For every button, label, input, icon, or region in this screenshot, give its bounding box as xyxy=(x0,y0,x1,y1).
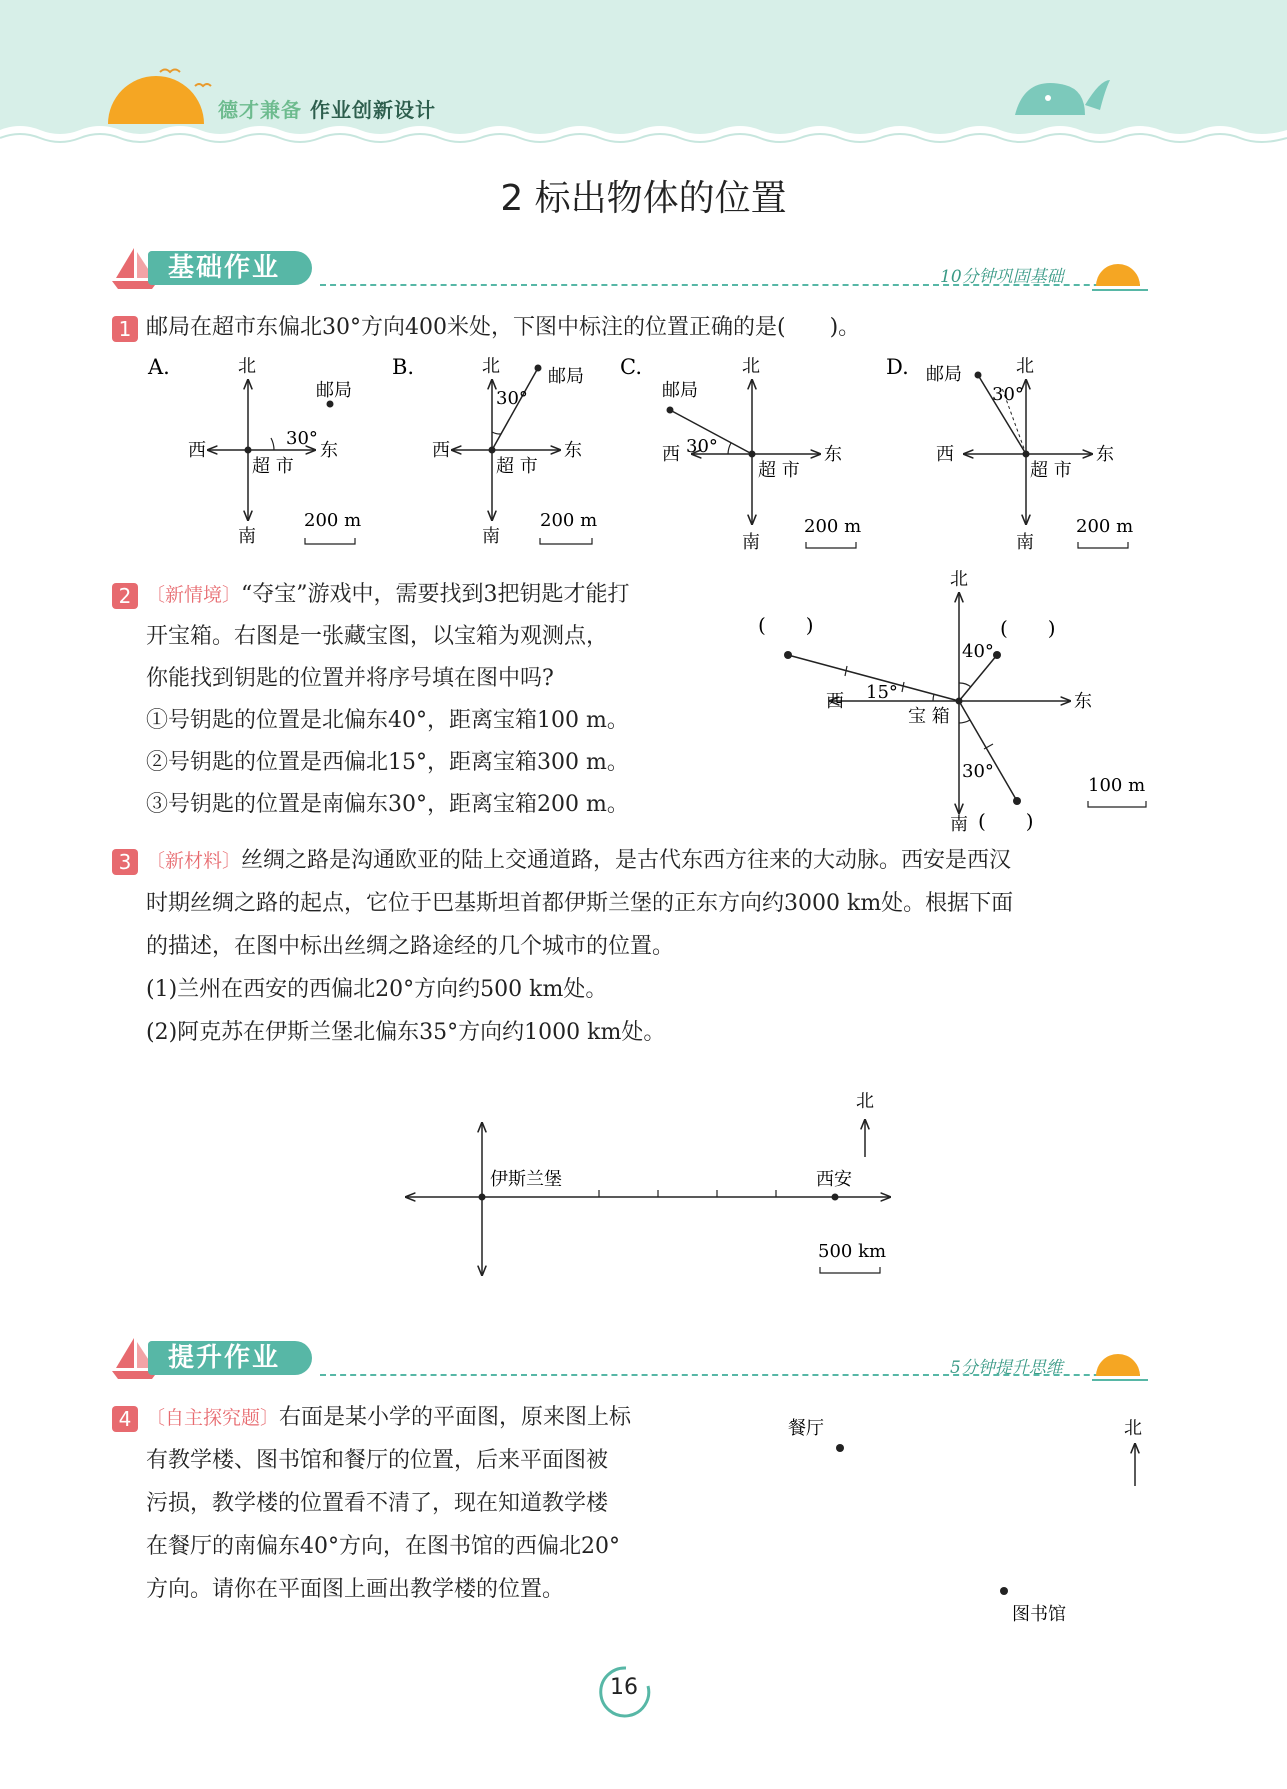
svg-text:C.: C. xyxy=(620,355,642,379)
svg-text:30°: 30° xyxy=(686,436,718,457)
svg-text:图书馆: 图书馆 xyxy=(1012,1604,1066,1625)
svg-text:邮局: 邮局 xyxy=(926,364,962,385)
svg-text:30°: 30° xyxy=(286,428,318,449)
option-a xyxy=(147,355,361,547)
svg-text:东: 东 xyxy=(824,444,842,465)
svg-text:东: 东 xyxy=(320,440,338,461)
section-basic-label: 基础作业 xyxy=(148,251,312,285)
q3-line-2: 时期丝绸之路的起点，它位于巴基斯坦首都伊斯兰堡的正东方向约3000 km处。根据下面 xyxy=(146,891,1014,916)
q3-line-4: (1)兰州在西安的西偏北20°方向约500 km处。 xyxy=(146,977,608,1002)
question-number: 1 xyxy=(112,316,138,342)
svg-text:宝 箱: 宝 箱 xyxy=(908,706,950,727)
brand: 德才兼备 作业创新设计 xyxy=(218,98,436,122)
q3-line-3: 的描述，在图中标出丝绸之路途经的几个城市的位置。 xyxy=(146,934,675,959)
svg-text:30°: 30° xyxy=(496,388,528,409)
svg-text:邮局: 邮局 xyxy=(548,366,584,387)
svg-text:北: 北 xyxy=(856,1091,874,1112)
svg-text:北: 北 xyxy=(238,356,256,377)
svg-text:( ): ( ) xyxy=(978,809,1034,833)
svg-text:南: 南 xyxy=(482,526,500,547)
sun-icon xyxy=(1092,1346,1148,1386)
svg-text:200 m: 200 m xyxy=(804,516,862,537)
q1-options-diagram xyxy=(140,352,1160,552)
svg-text:( ): ( ) xyxy=(758,613,814,637)
whale-icon xyxy=(1015,80,1110,115)
q2-line-3: 你能找到钥匙的位置并将序号填在图中吗? xyxy=(146,666,554,691)
svg-text:南: 南 xyxy=(742,532,760,552)
svg-text:500 km: 500 km xyxy=(818,1241,887,1262)
svg-text:200 m: 200 m xyxy=(304,510,362,531)
svg-text:南: 南 xyxy=(1016,532,1034,552)
svg-text:A.: A. xyxy=(148,355,170,379)
svg-text:西: 西 xyxy=(662,444,680,465)
q1-text: 邮局在超市东偏北30°方向400米处，下图中标注的位置正确的是( )。 xyxy=(146,315,861,340)
svg-text:30°: 30° xyxy=(992,384,1024,405)
section-advanced-note: 5分钟提升思维 xyxy=(950,1358,1063,1378)
svg-text:东: 东 xyxy=(1096,444,1114,465)
q3-line-5: (2)阿克苏在伊斯兰堡北偏东35°方向约1000 km处。 xyxy=(146,1020,666,1045)
svg-text:15°: 15° xyxy=(866,682,898,703)
svg-text:西安: 西安 xyxy=(816,1169,852,1190)
q3-silk-road-map xyxy=(400,1085,900,1295)
svg-text:200 m: 200 m xyxy=(540,510,598,531)
svg-text:超 市: 超 市 xyxy=(758,460,800,481)
section-basic-note: 10分钟巩固基础 xyxy=(940,267,1064,287)
svg-text:超 市: 超 市 xyxy=(252,456,294,477)
option-d xyxy=(886,355,1133,552)
svg-text:100 m: 100 m xyxy=(1088,775,1146,796)
svg-text:30°: 30° xyxy=(962,761,994,782)
q4-line-5: 方向。请你在平面图上画出教学楼的位置。 xyxy=(146,1577,565,1602)
q4-line-3: 污损，教学楼的位置看不清了，现在知道教学楼 xyxy=(146,1491,609,1516)
question-number: 2 xyxy=(112,583,138,609)
q4-line-4: 在餐厅的南偏东40°方向，在图书馆的西偏北20° xyxy=(146,1534,620,1559)
q4-school-plan xyxy=(760,1400,1180,1640)
q2-line-1: 〔新情境〕“夺宝”游戏中，需要找到3把钥匙才能打 xyxy=(146,582,630,607)
sun-icon xyxy=(108,76,204,124)
svg-text:40°: 40° xyxy=(962,641,994,662)
svg-text:邮局: 邮局 xyxy=(316,380,352,401)
svg-text:西: 西 xyxy=(188,440,206,461)
svg-text:超 市: 超 市 xyxy=(496,456,538,477)
q3-line-1: 〔新材料〕丝绸之路是沟通欧亚的陆上交通道路，是古代东西方往来的大动脉。西安是西汉 xyxy=(146,848,1012,873)
svg-text:( ): ( ) xyxy=(1000,616,1056,640)
q4-line-2: 有教学楼、图书馆和餐厅的位置，后来平面图被 xyxy=(146,1448,609,1473)
svg-text:东: 东 xyxy=(1074,691,1092,712)
svg-text:南: 南 xyxy=(238,526,256,547)
section-advanced-label: 提升作业 xyxy=(148,1341,312,1375)
sun-icon xyxy=(1092,256,1148,296)
svg-text:北: 北 xyxy=(1124,1418,1142,1439)
svg-text:北: 北 xyxy=(482,356,500,377)
svg-text:西: 西 xyxy=(432,440,450,461)
svg-text:南: 南 xyxy=(950,814,968,835)
svg-text:北: 北 xyxy=(1016,356,1034,377)
svg-text:北: 北 xyxy=(950,569,968,590)
q4-line-1: 〔自主探究题〕右面是某小学的平面图，原来图上标 xyxy=(146,1405,632,1430)
svg-text:伊斯兰堡: 伊斯兰堡 xyxy=(490,1169,562,1190)
header-decoration xyxy=(0,0,1287,150)
q2-treasure-map xyxy=(740,565,1160,840)
question-number: 4 xyxy=(112,1406,138,1432)
q2-line-6: ③号钥匙的位置是南偏东30°，距离宝箱200 m。 xyxy=(146,792,629,817)
svg-text:北: 北 xyxy=(742,356,760,377)
option-b xyxy=(392,355,597,547)
svg-text:西: 西 xyxy=(936,444,954,465)
q2-line-5: ②号钥匙的位置是西偏北15°，距离宝箱300 m。 xyxy=(146,750,629,775)
svg-text:邮局: 邮局 xyxy=(662,380,698,401)
question-number: 3 xyxy=(112,849,138,875)
svg-text:B.: B. xyxy=(392,355,415,379)
svg-text:餐厅: 餐厅 xyxy=(788,1418,824,1439)
svg-text:D.: D. xyxy=(886,355,909,379)
svg-text:东: 东 xyxy=(564,440,582,461)
q2-line-2: 开宝箱。右图是一张藏宝图，以宝箱为观测点， xyxy=(146,624,609,649)
page-title: 2 标出物体的位置 xyxy=(500,178,787,219)
svg-text:西: 西 xyxy=(826,691,844,712)
option-c xyxy=(620,355,861,552)
page-number: 16 xyxy=(610,1675,638,1700)
svg-text:200 m: 200 m xyxy=(1076,516,1134,537)
q2-line-4: ①号钥匙的位置是北偏东40°，距离宝箱100 m。 xyxy=(146,708,629,733)
svg-text:超 市: 超 市 xyxy=(1030,460,1072,481)
